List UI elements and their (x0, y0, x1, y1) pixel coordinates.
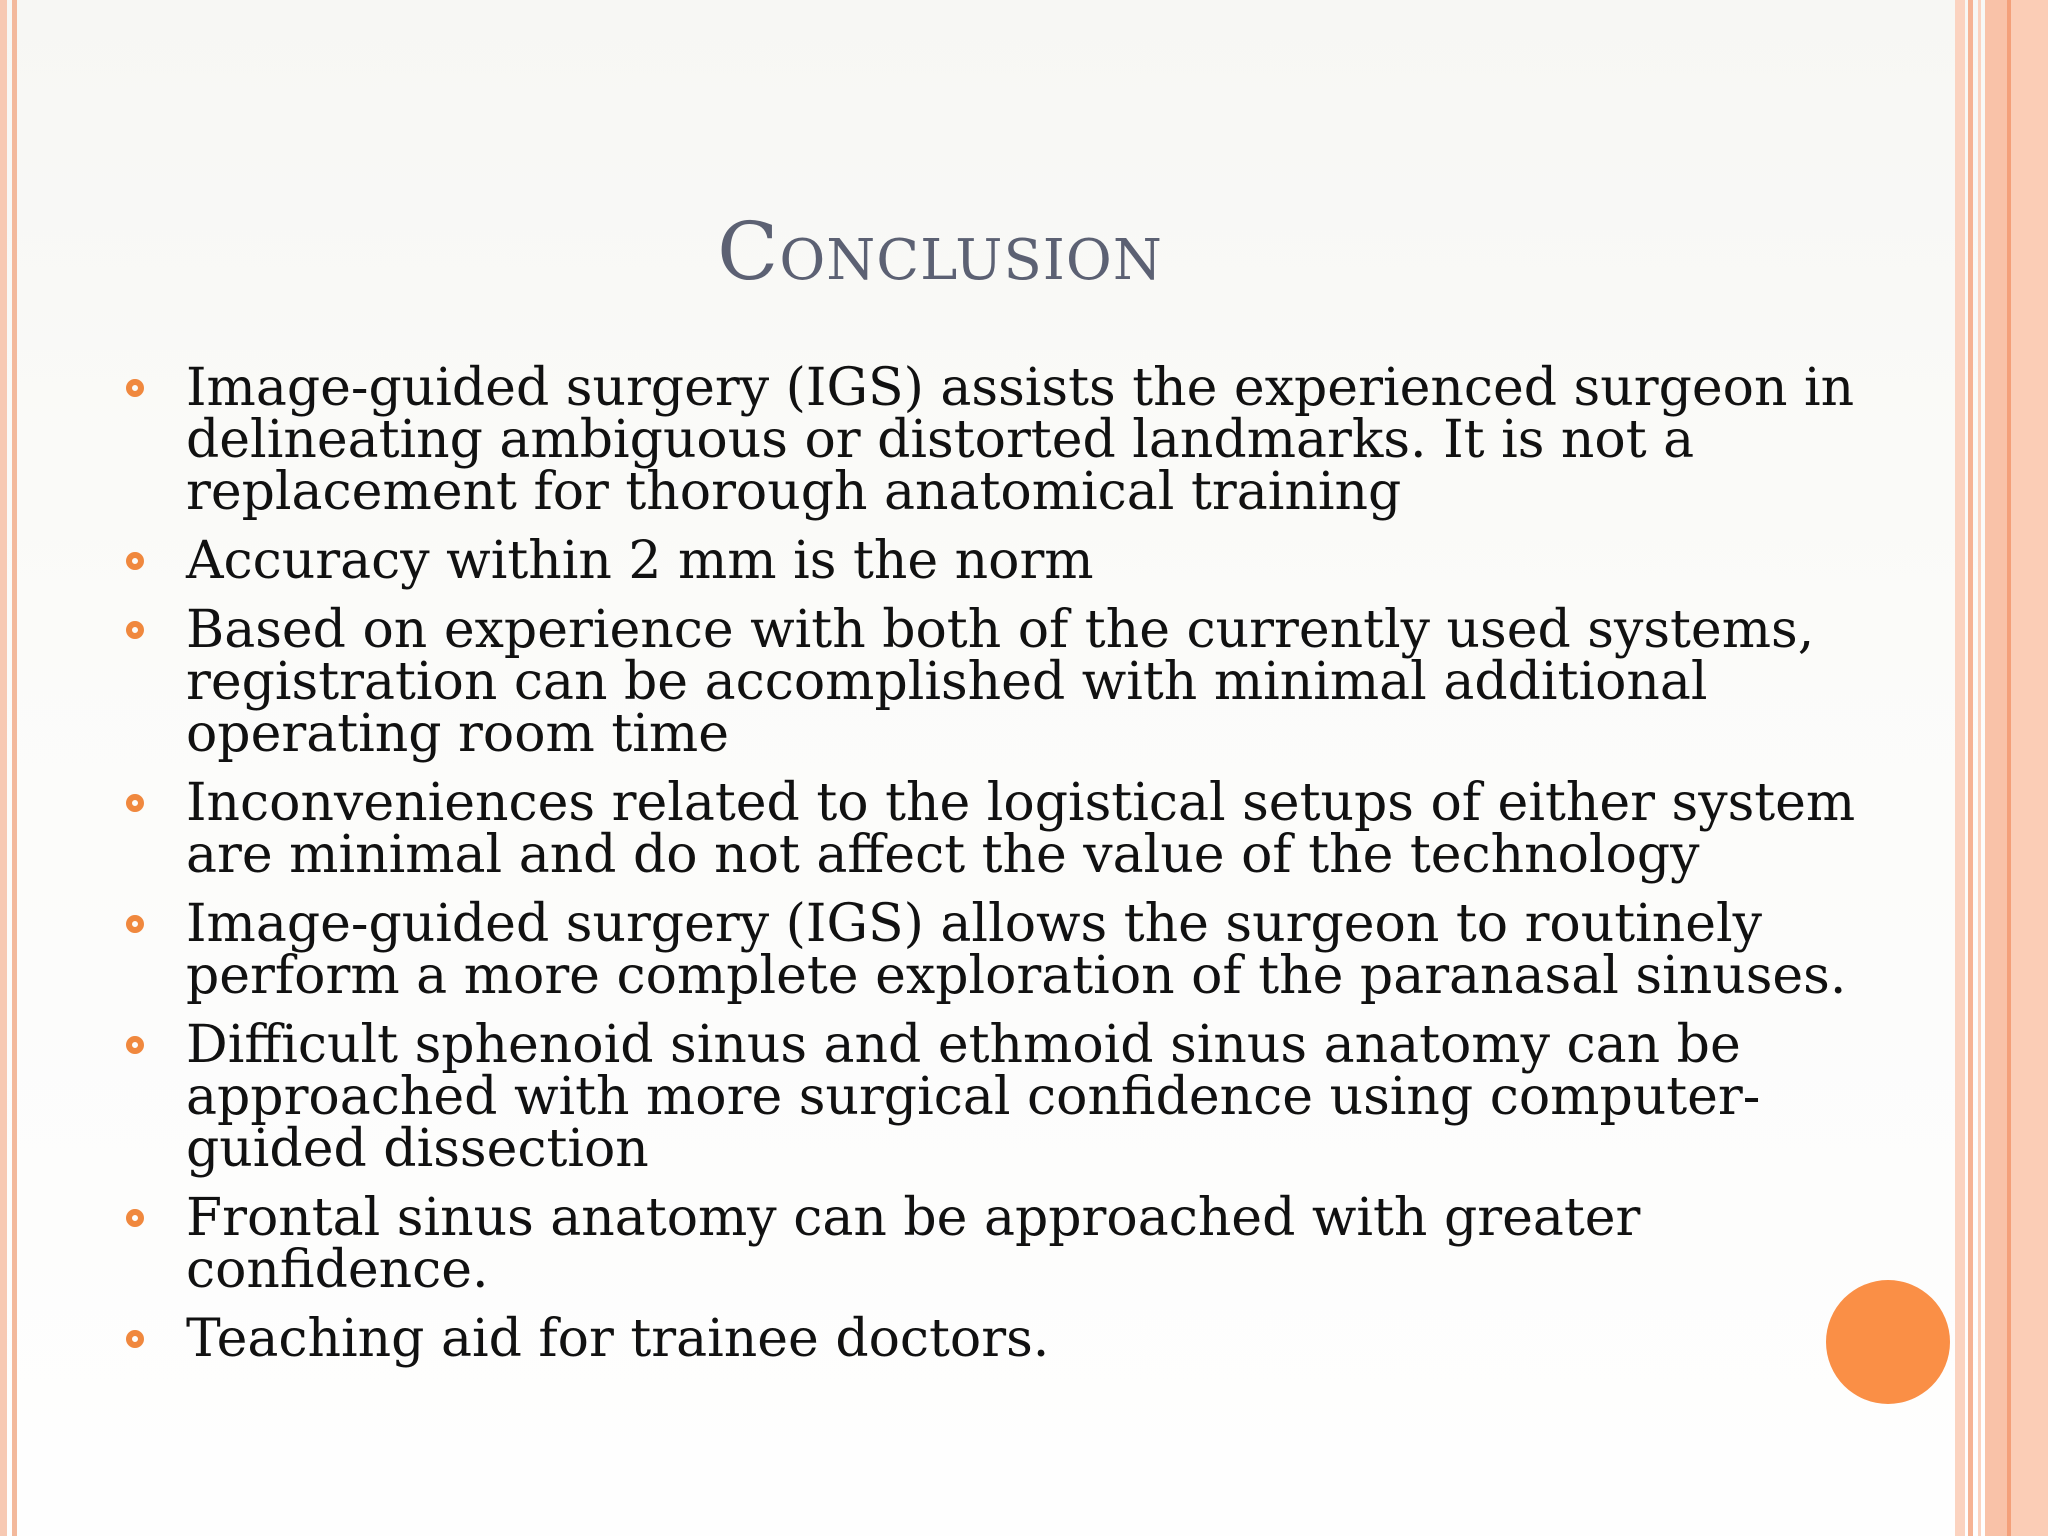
bullet-list (124, 358, 1884, 1382)
bullet-text: Based on experience with both of the currently used systems, registration can be accomplished with minimal additional operating room time (186, 600, 1815, 764)
right-stripe (2011, 0, 2048, 1536)
bullet-item (124, 1015, 1884, 1179)
bullet-text: Frontal sinus anatomy can be approached with greater confidence. (186, 1188, 1641, 1300)
bullet-item (124, 773, 1884, 885)
bullet-item (124, 894, 1884, 1006)
bullet-item (124, 600, 1884, 764)
hollow-circle-bullet-icon (126, 379, 144, 397)
bullet-text: Accuracy within 2 mm is the norm (186, 531, 1094, 591)
hollow-circle-bullet-icon (126, 794, 144, 812)
hollow-circle-bullet-icon (126, 1036, 144, 1054)
right-stripe (1955, 0, 1965, 1536)
bullet-text: Image-guided surgery (IGS) allows the surgeon to routinely perform a more complete exploration of the paranasal sinuses. (186, 894, 1847, 1006)
hollow-circle-bullet-icon (126, 915, 144, 933)
right-stripe (1978, 0, 1981, 1536)
hollow-circle-bullet-icon (126, 1330, 144, 1348)
bullet-text: Image-guided surgery (IGS) assists the experienced surgeon in delineating ambiguous or distorted landmarks. It is not a replacement for thorough anatomical training (186, 358, 1855, 522)
hollow-circle-bullet-icon (126, 621, 144, 639)
hollow-circle-bullet-icon (126, 552, 144, 570)
bullet-text: Teaching aid for trainee doctors. (186, 1309, 1050, 1369)
bullet-item (124, 1309, 1884, 1369)
orange-circle-icon (1826, 1280, 1950, 1404)
slide-title: Conclusion (717, 205, 1163, 298)
bullet-item (124, 1188, 1884, 1300)
bullet-item (124, 358, 1884, 522)
bullet-text: Difficult sphenoid sinus and ethmoid sinus anatomy can be approached with more surgical confidence using computer-guided dissection (186, 1015, 1761, 1179)
bullet-item (124, 531, 1884, 591)
hollow-circle-bullet-icon (126, 1209, 144, 1227)
right-stripe (1985, 0, 2007, 1536)
bullet-text: Inconveniences related to the logistical setups of either system are minimal and do not affect the value of the technology (186, 773, 1856, 885)
right-stripe (1968, 0, 1973, 1536)
